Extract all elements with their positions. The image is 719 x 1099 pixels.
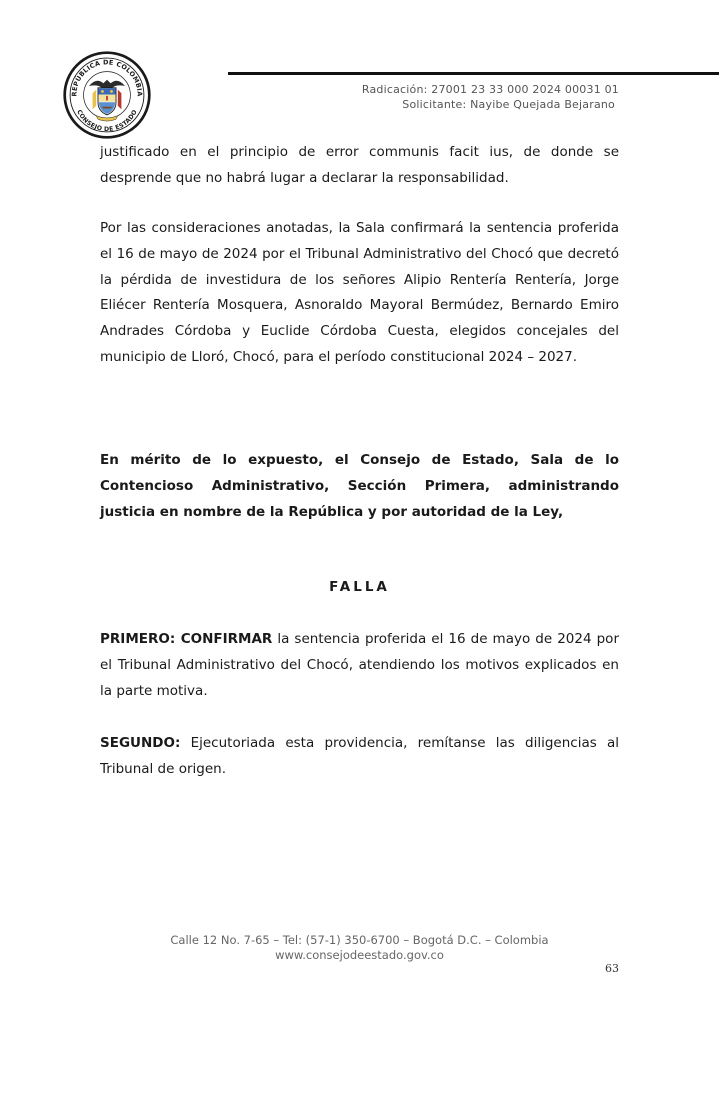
footer-address: Calle 12 No. 7-65 – Tel: (57-1) 350-6700 – Bogotá D.C. – Colombia bbox=[170, 933, 549, 947]
falla-heading: FALLA bbox=[329, 579, 390, 595]
segundo-label: SEGUNDO: bbox=[100, 735, 181, 751]
consejo-de-estado-seal bbox=[62, 50, 152, 140]
case-metadata bbox=[362, 82, 619, 112]
page-number: 63 bbox=[605, 962, 619, 975]
header-rule bbox=[228, 72, 719, 75]
paragraph-merit-statement: En mérito de lo expuesto, el Consejo de Estado, Sala de lo Contencioso Administrativo, Sección Primera, administrando justicia en nombre de la República y por autoridad de la Ley, bbox=[100, 452, 619, 520]
segundo-text: Ejecutoriada esta providencia, remítanse las diligencias al Tribunal de origen. bbox=[100, 735, 619, 777]
svg-text:CONSEJO DE ESTADO: CONSEJO DE ESTADO bbox=[75, 108, 139, 134]
paragraph-justification: justificado en el principio de error communis facit ius, de donde se desprende que no habrá lugar a declarar la responsabilidad. bbox=[100, 144, 619, 186]
primero-label: PRIMERO: CONFIRMAR bbox=[100, 631, 273, 647]
solicitante-name: Solicitante: Nayibe Quejada Bejarano bbox=[402, 98, 615, 111]
paragraph-segundo bbox=[100, 731, 619, 783]
page-footer bbox=[0, 933, 719, 963]
primero-text: la sentencia proferida el 16 de mayo de 2024 por el Tribunal Administrativo del Chocó, atendiendo los motivos explicados en la parte motiva. bbox=[100, 631, 619, 699]
paragraph-considerations: Por las consideraciones anotadas, la Sala confirmará la sentencia proferida el 16 de mayo de 2024 por el Tribunal Administrativo del Chocó que decretó la pérdida de investidura de los señores Alipio Rentería Rentería, Jorge Eliécer Rentería Mosquera, Asnoraldo Mayoral Bermúdez, Bernardo Emiro Andrades Córdoba y Euclide Córdoba Cuesta, elegidos concejales del municipio de Lloró, Chocó, para el período constitucional 2024 – 2027. bbox=[100, 220, 619, 365]
svg-text:REPÚBLICA DE COLOMBIA: REPÚBLICA DE COLOMBIA bbox=[70, 58, 144, 97]
paragraph-primero bbox=[100, 627, 619, 704]
footer-website: www.consejodeestado.gov.co bbox=[275, 948, 444, 962]
radicacion-number: Radicación: 27001 23 33 000 2024 00031 01 bbox=[361, 83, 619, 96]
